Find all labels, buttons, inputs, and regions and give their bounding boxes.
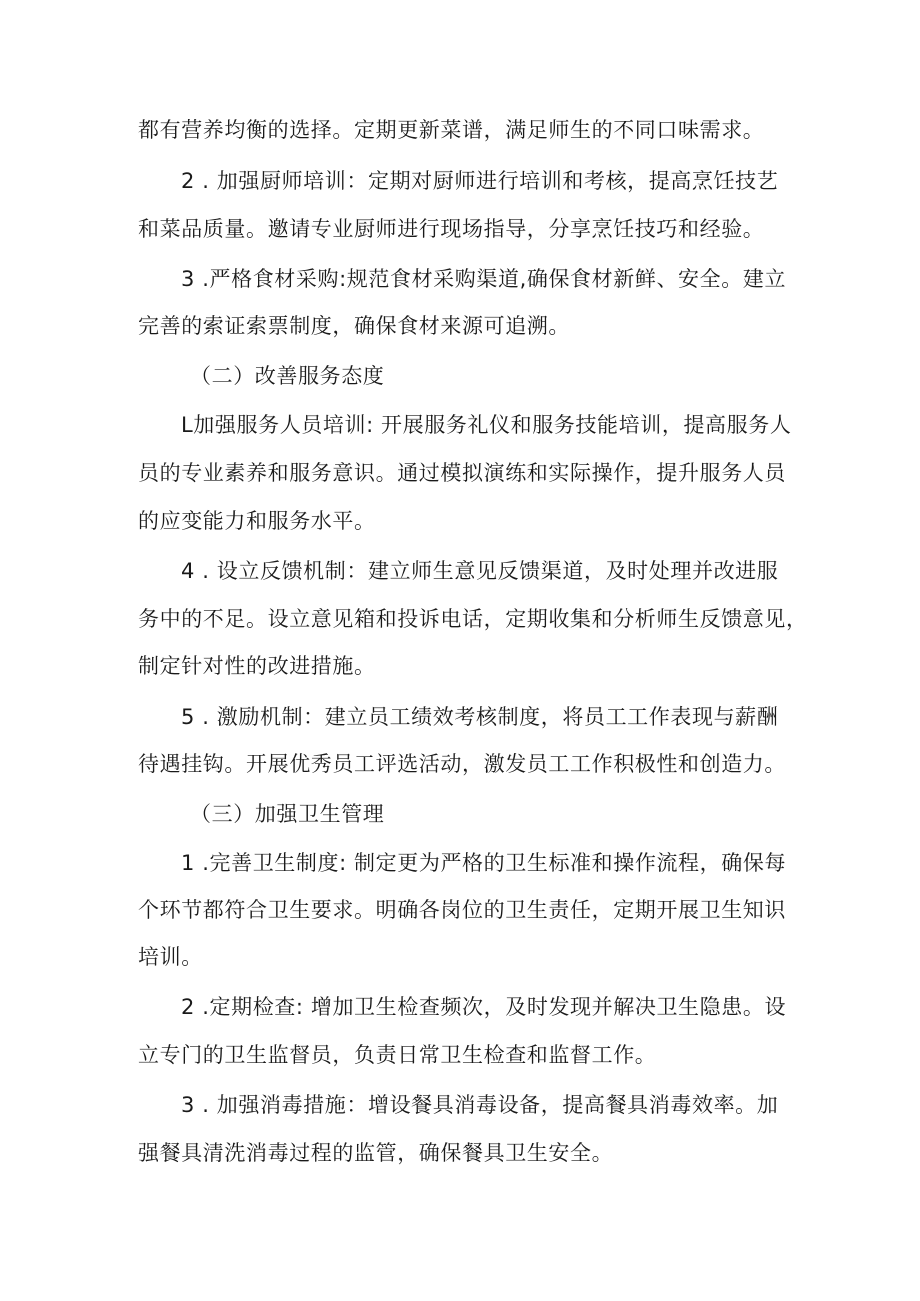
paragraph-chef-training-line-1: 2 . 加强厨师培训：定期对厨师进行培训和考核，提高烹饪技艺 [181,169,779,193]
paragraph-feedback-line-3: 制定针对性的改进措施。 [138,654,376,678]
paragraph-menu-line-1: 都有营养均衡的选择。定期更新菜谱，满足师生的不同口味需求。 [138,118,765,142]
paragraph-staff-training-line-2: 员的专业素养和服务意识。通过模拟演练和实际操作，提升服务人员 [138,461,786,485]
paragraph-inspection-line-2: 立专门的卫生监督员，负责日常卫生检查和监督工作。 [138,1043,657,1067]
paragraph-procurement-line-1: 3 .严格食材采购:规范食材采购渠道,确保食材新鲜、安全。建立 [181,267,787,291]
paragraph-incentive-line-1: 5 . 激励机制：建立员工绩效考核制度，将员工工作表现与薪酬 [181,705,779,729]
paragraph-disinfection-line-2: 强餐具清洗消毒过程的监管，确保餐具卫生安全。 [138,1141,614,1165]
paragraph-feedback-line-1: 4 . 设立反馈机制：建立师生意见反馈渠道，及时处理并改进服 [181,559,779,583]
paragraph-chef-training-line-2: 和菜品质量。邀请专业厨师进行现场指导，分享烹饪技巧和经验。 [138,217,765,241]
paragraph-incentive-line-2: 待遇挂钩。开展优秀员工评选活动，激发员工工作积极性和创造力。 [138,752,786,776]
paragraph-feedback-line-2: 务中的不足。设立意见箱和投诉电话，定期收集和分析师生反馈意见， [138,607,808,631]
paragraph-procurement-line-2: 完善的索证索票制度，确保食材来源可追溯。 [138,314,570,338]
paragraph-hygiene-system-line-1: 1 .完善卫生制度: 制定更为严格的卫生标准和操作流程，确保每 [181,851,787,875]
paragraph-disinfection-line-1: 3 . 加强消毒措施：增设餐具消毒设备，提高餐具消毒效率。加 [181,1093,779,1117]
paragraph-hygiene-system-line-2: 个环节都符合卫生要求。明确各岗位的卫生责任，定期开展卫生知识 [138,898,786,922]
paragraph-staff-training-line-3: 的应变能力和服务水平。 [138,509,376,533]
section-heading-service: （二）改善服务态度 [190,364,385,388]
section-heading-hygiene: （三）加强卫生管理 [190,802,385,826]
paragraph-hygiene-system-line-3: 培训。 [138,945,203,969]
paragraph-inspection-line-1: 2 .定期检查: 增加卫生检查频次，及时发现并解决卫生隐患。设 [181,995,787,1019]
paragraph-staff-training-line-1: L加强服务人员培训: 开展服务礼仪和服务技能培训，提高服务人 [181,413,792,437]
